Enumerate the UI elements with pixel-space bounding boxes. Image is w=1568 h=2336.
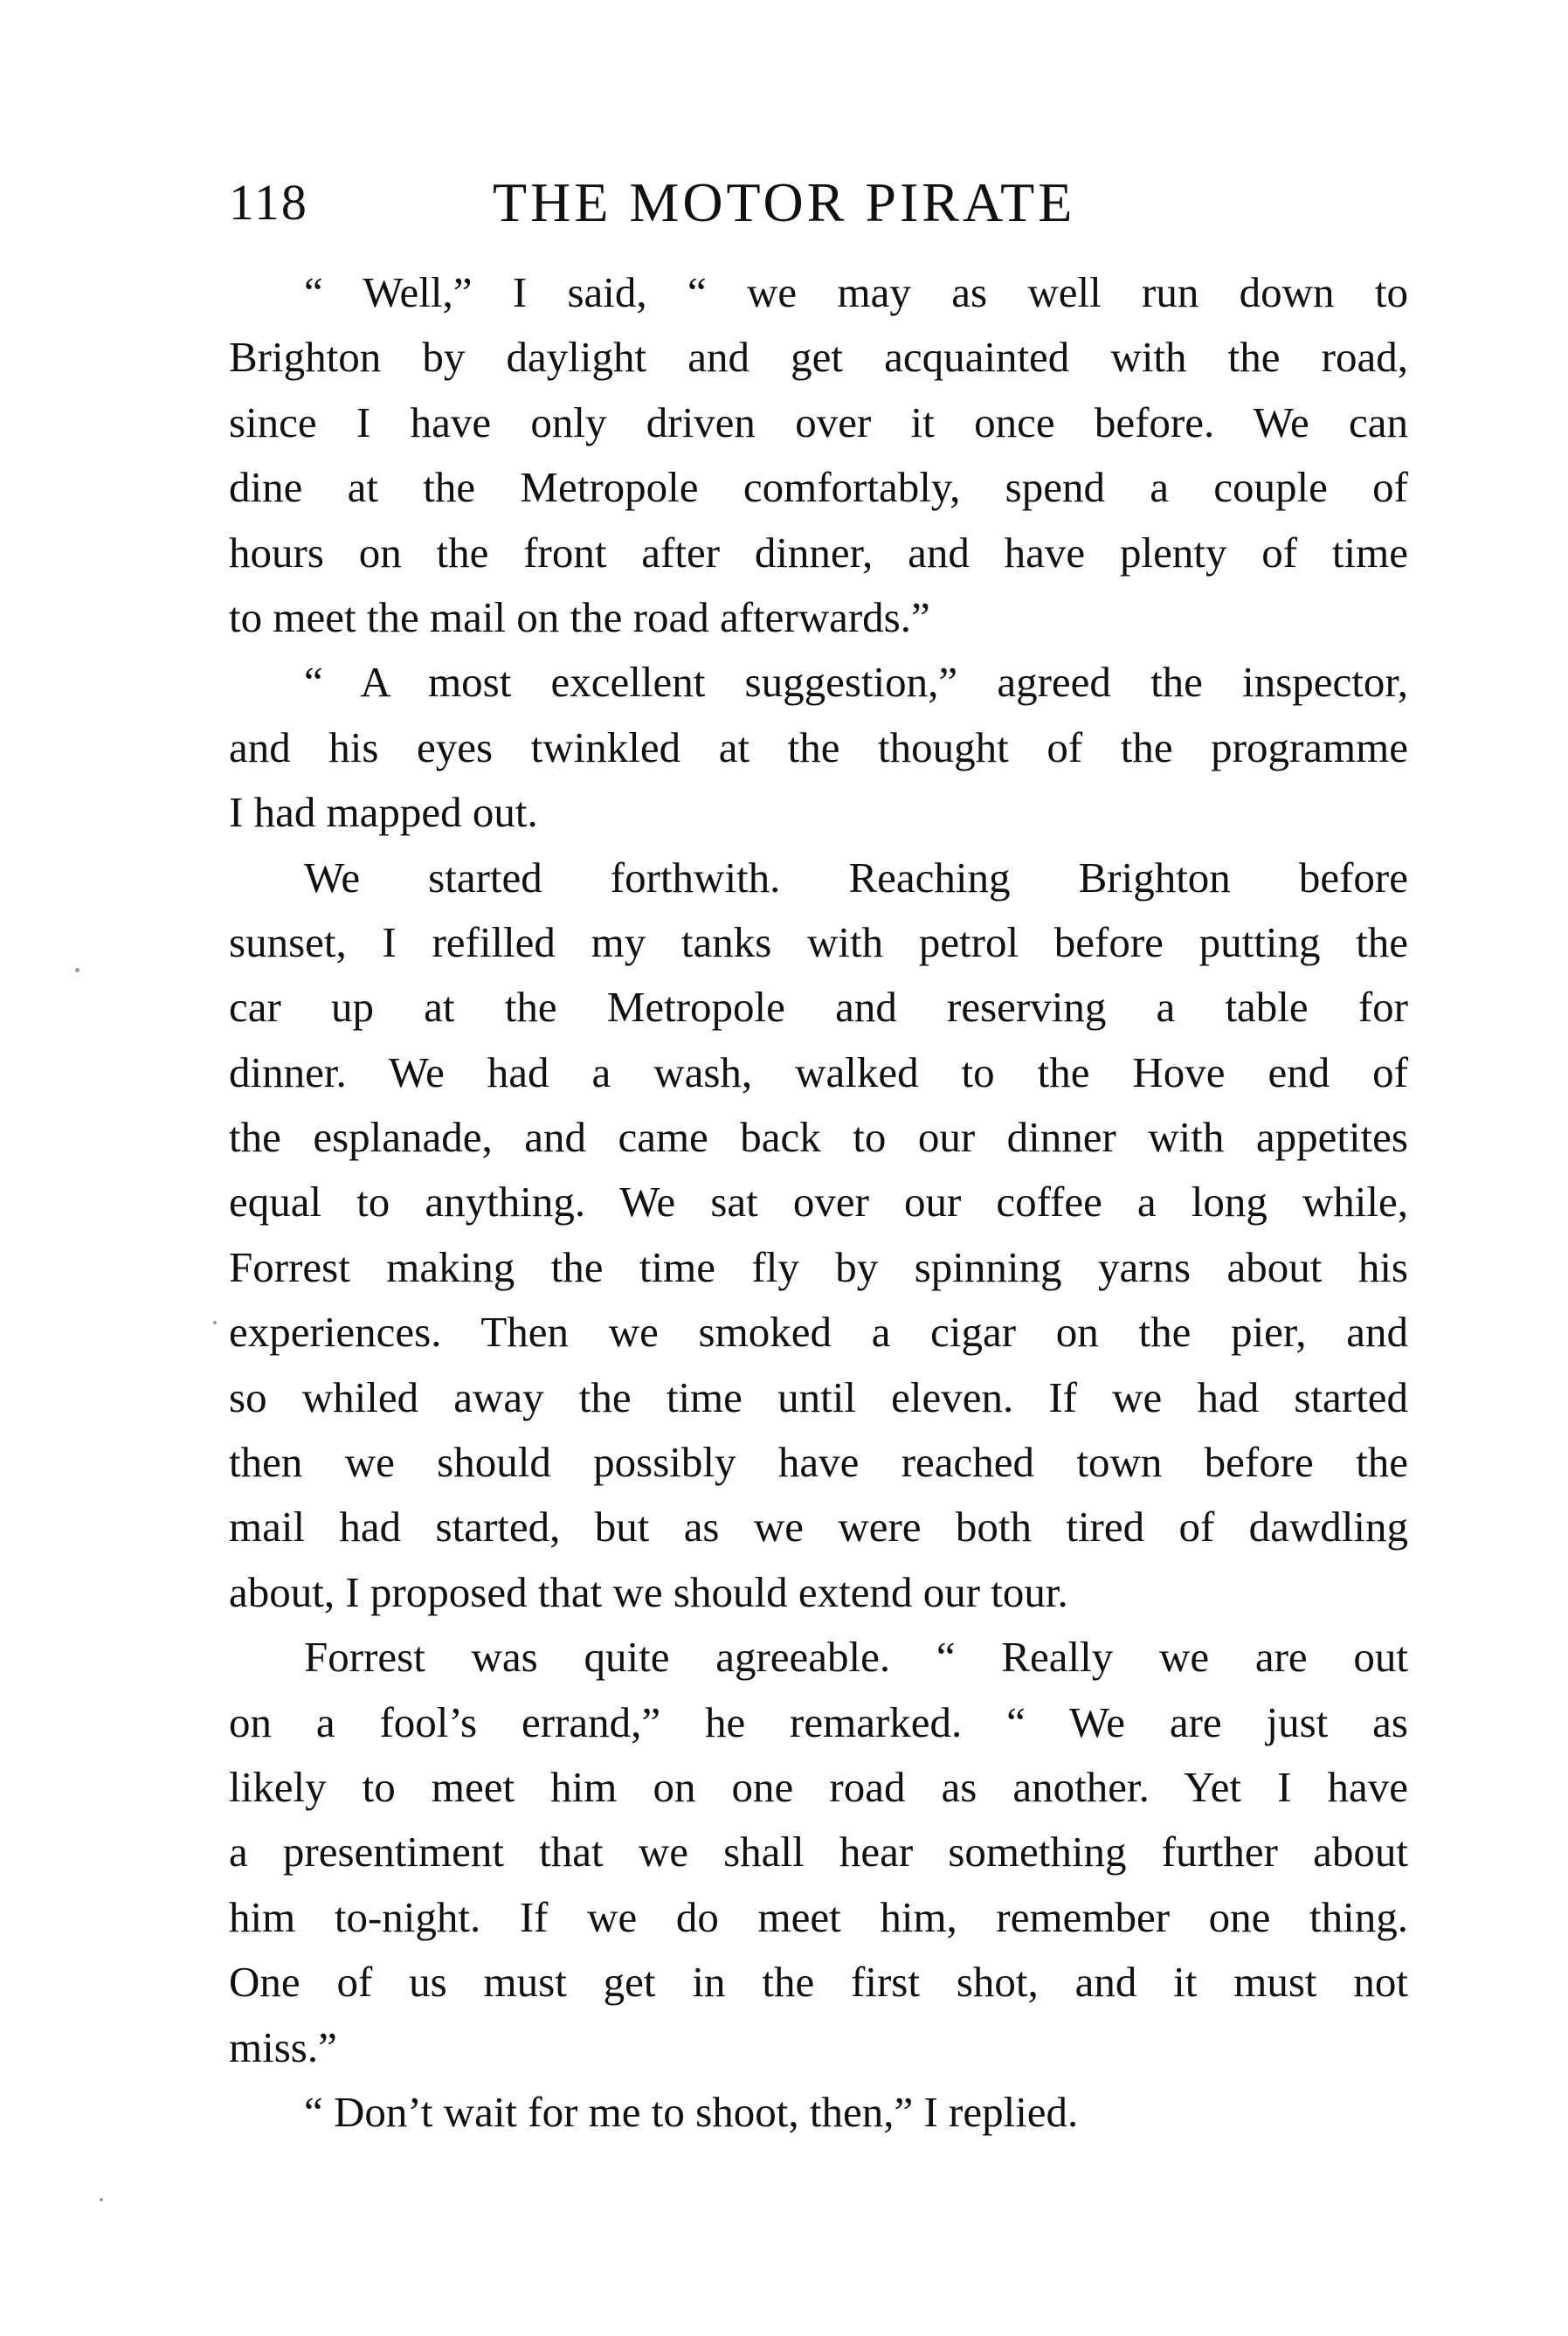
scan-speck	[213, 1321, 217, 1324]
paragraph	[229, 1625, 1408, 2080]
text-line: I had mapped out.	[229, 788, 538, 837]
text-line: experiences. Then we smoked a cigar on the pier, and	[229, 1308, 1408, 1357]
text-line: Forrest was quite agreeable. “ Really we are out	[304, 1633, 1408, 1682]
text-line: equal to anything. We sat over our coffee a long while,	[229, 1178, 1408, 1227]
page-number: 118	[229, 174, 308, 231]
running-head	[229, 168, 1408, 238]
text-line: to meet the mail on the road afterwards.”	[229, 592, 930, 641]
text-line: “ Well,” I said, “ we may as well run down to	[304, 268, 1408, 316]
paragraph	[229, 2080, 1408, 2145]
text-line: likely to meet him on one road as another. Yet I have	[229, 1762, 1408, 1811]
scan-speck	[100, 2198, 103, 2201]
text-line: so whiled away the time until eleven. If we had started	[229, 1372, 1408, 1421]
text-line: miss.”	[229, 2022, 337, 2071]
text-line: hours on the front after dinner, and have plenty of time	[229, 528, 1408, 577]
running-title: THE MOTOR PIRATE	[493, 171, 1076, 233]
text-line: on a fool’s errand,” he remarked. “ We are just as	[229, 1697, 1408, 1746]
text-line: him to-night. If we do meet him, remember one thing.	[229, 1892, 1408, 1941]
text-line: sunset, I refilled my tanks with petrol before putting the	[229, 917, 1408, 966]
text-line: dinner. We had a wash, walked to the Hove end of	[229, 1047, 1408, 1096]
text-line: mail had started, but as we were both tired of dawdling	[229, 1503, 1408, 1552]
text-line: “ A most excellent suggestion,” agreed the inspector,	[304, 658, 1408, 707]
paragraph	[229, 846, 1408, 1626]
text-line: about, I proposed that we should extend our tour.	[229, 1567, 1068, 1616]
text-line: the esplanade, and came back to our dinner with appetites	[229, 1113, 1408, 1162]
text-line: One of us must get in the first shot, and it must not	[229, 1958, 1408, 2007]
text-line: “ Don’t wait for me to shoot, then,” I replied.	[304, 2087, 1079, 2136]
body-text	[229, 260, 1408, 2145]
text-line: car up at the Metropole and reserving a table for	[229, 983, 1408, 1032]
text-line: Brighton by daylight and get acquainted with the road,	[229, 333, 1408, 382]
text-line: since I have only driven over it once before. We can	[229, 397, 1408, 446]
text-line: dine at the Metropole comfortably, spend a couple of	[229, 463, 1408, 512]
text-line: Forrest making the time fly by spinning yarns about his	[229, 1242, 1408, 1291]
text-line: then we should possibly have reached town before the	[229, 1438, 1408, 1487]
text-line: We started forthwith. Reaching Brighton before	[304, 853, 1408, 902]
paragraph	[229, 650, 1408, 845]
scan-speck	[75, 968, 79, 972]
paragraph	[229, 260, 1408, 650]
text-line: and his eyes twinkled at the thought of the programme	[229, 722, 1408, 771]
text-line: a presentiment that we shall hear something further about	[229, 1828, 1408, 1876]
